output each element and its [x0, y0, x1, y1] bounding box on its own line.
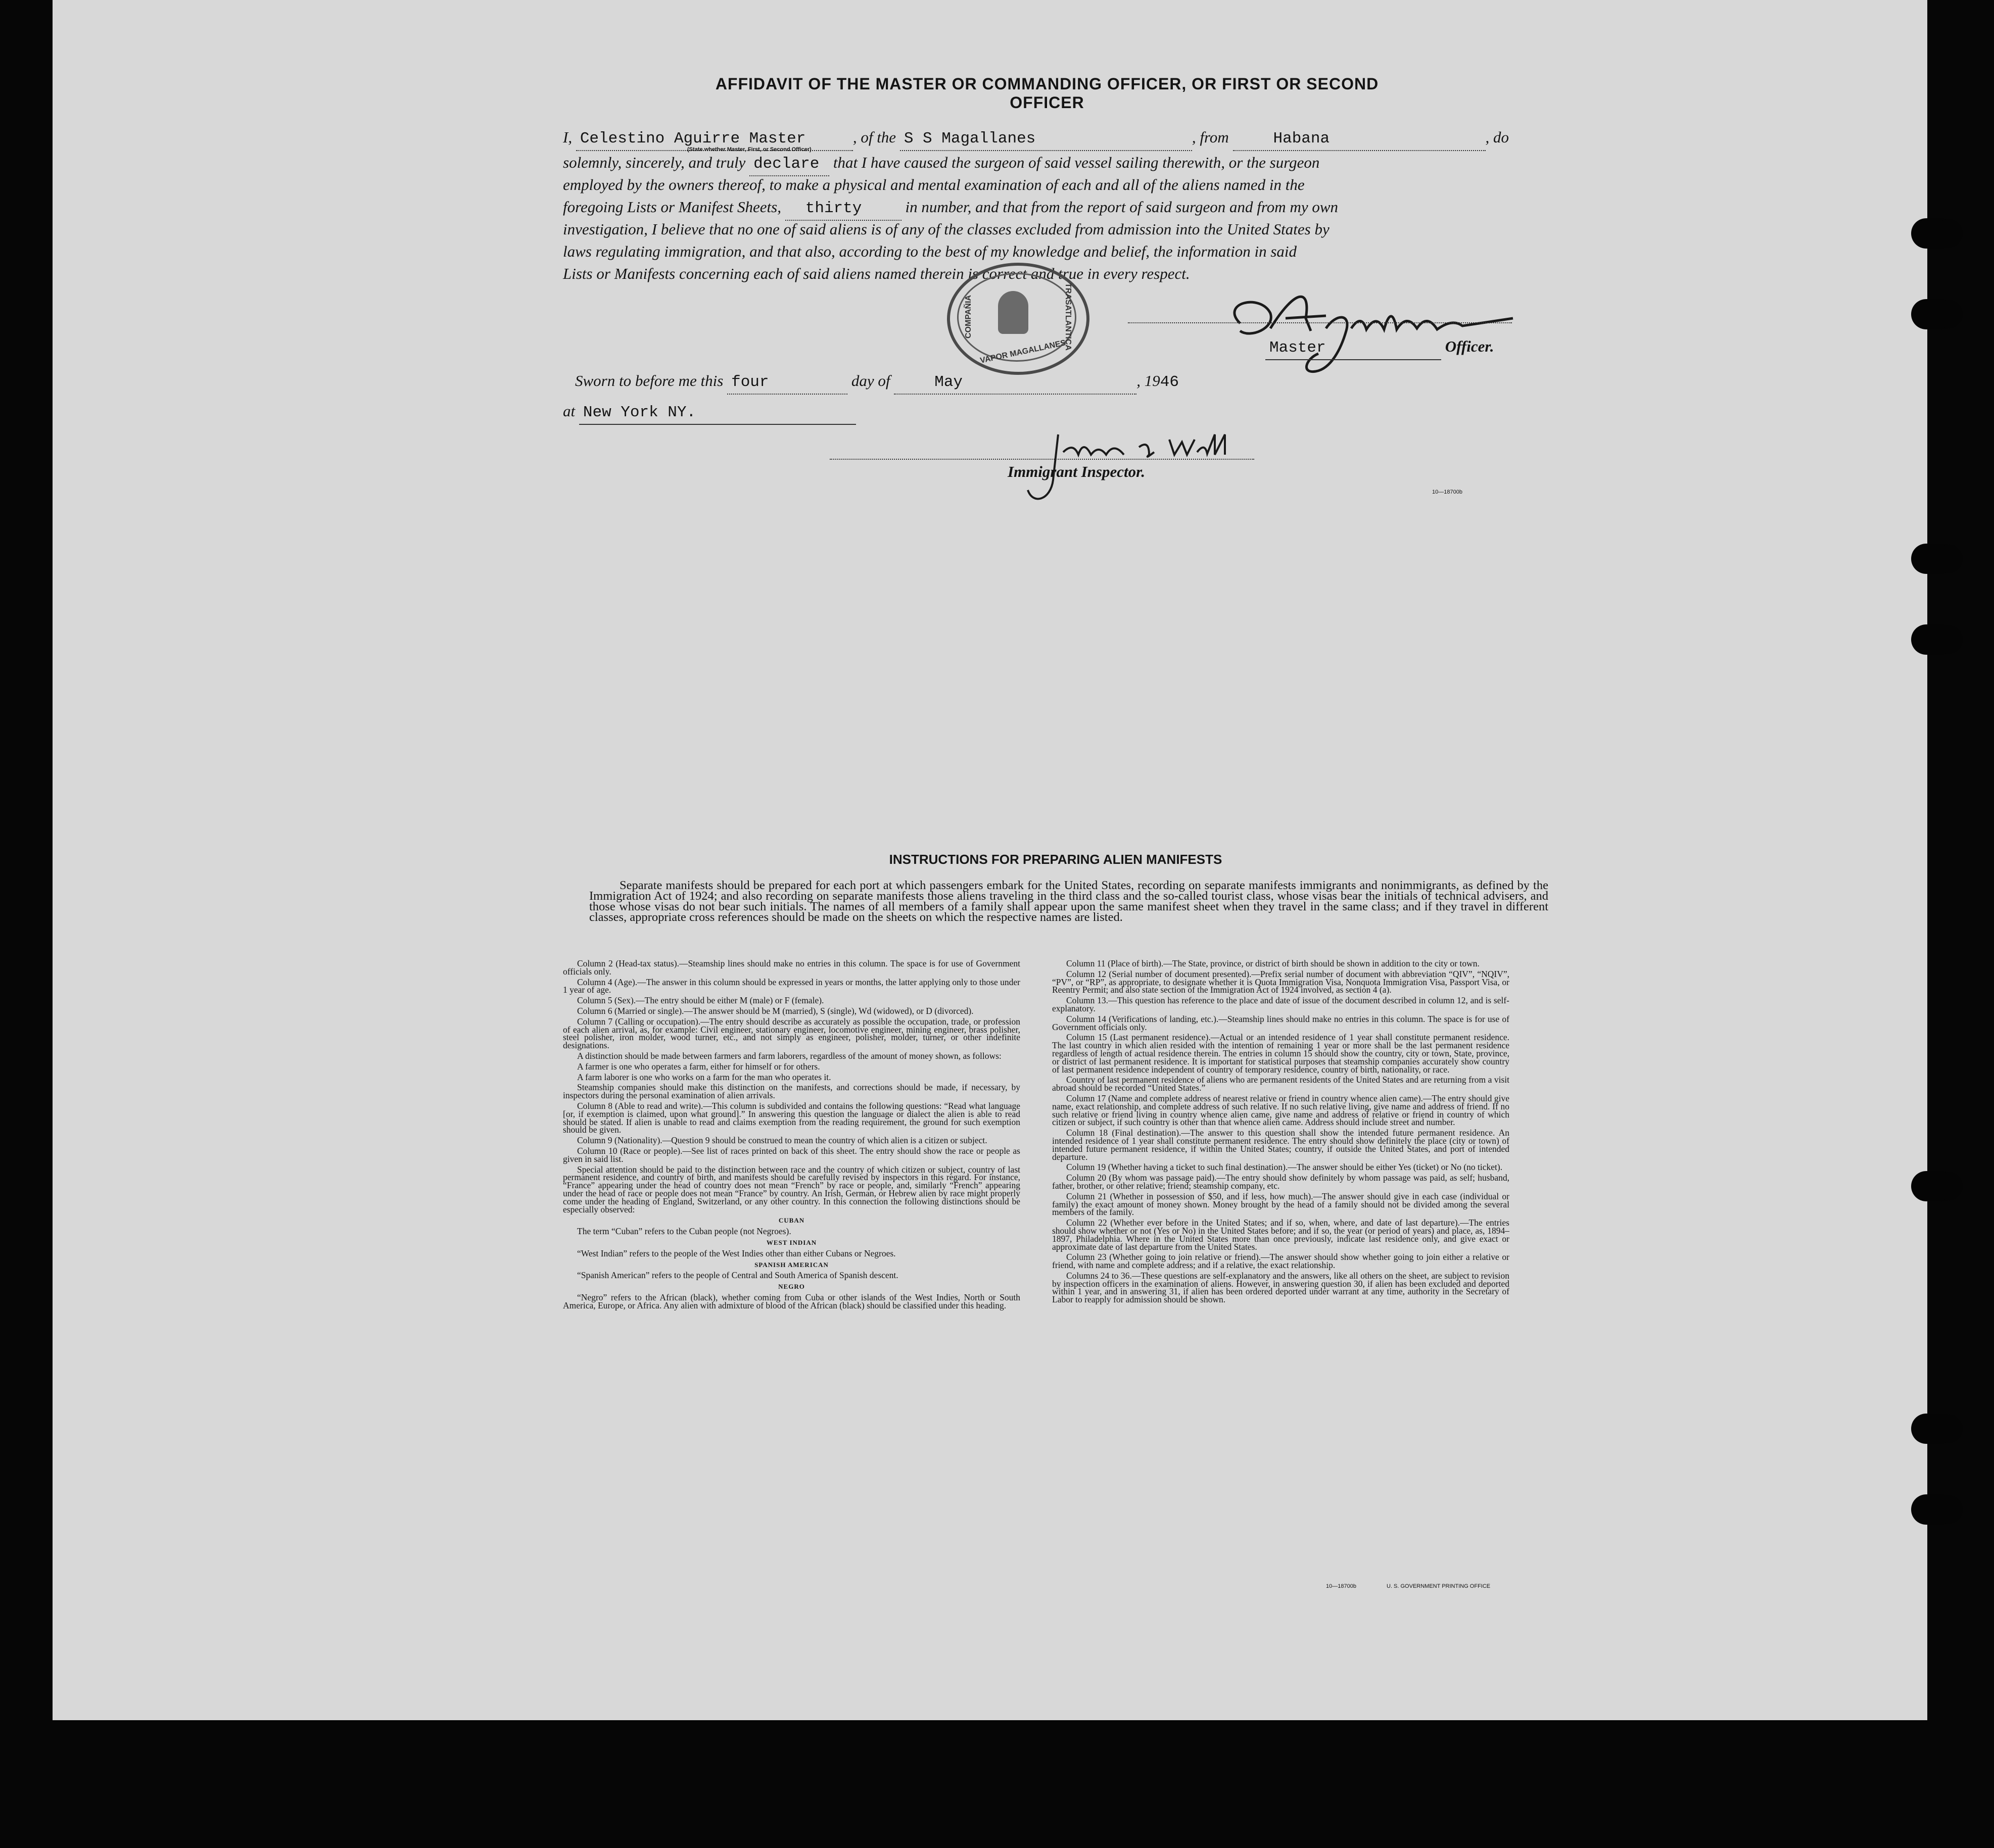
binder-hole [1911, 218, 1956, 249]
affidavit-line-2 [563, 152, 1548, 176]
instructions-left-column [563, 960, 1020, 1312]
affidavit-from: , from [1192, 128, 1229, 146]
officer-line [1265, 335, 1569, 360]
sworn-place-line [563, 400, 1548, 425]
binder-hole [1911, 1414, 1956, 1444]
instruction-paragraph: Column 23 (Whether going to join relative or friend).—The answer should show whether going to join either a relative or friend, with name and complete address; and if a relative, the exact relationship. [1052, 1252, 1509, 1271]
footer-printing-office: U. S. GOVERNMENT PRINTING OFFICE [1387, 1583, 1491, 1589]
affidavit-of-the: , of the [852, 128, 896, 146]
binder-hole [1911, 1171, 1956, 1201]
affidavit-title: AFFIDAVIT OF THE MASTER OR COMMANDING OFFICER, OR FIRST OR SECOND OFFICER [715, 75, 1379, 112]
instruction-paragraph: Column 19 (Whether having a ticket to such final destination).—The answer should be either Yes (ticket) or No (no ticket). [1066, 1162, 1503, 1173]
sworn-at: at [563, 402, 576, 420]
instruction-paragraph: Column 7 (Calling or occupation).—The entry should describe as accurately as possible the occupation, trade, or profession of each alien arrival, as, for example: Civil engineer, stationary engineer, locomotive engineer, mining engineer, brass polisher, steel polisher, iron molder, wood turner, etc., and not simply as engineer, polisher, molder, turner, or other indefinite designations. [563, 1016, 1020, 1051]
instructions-title: INSTRUCTIONS FOR PREPARING ALIEN MANIFESTS [889, 852, 1222, 867]
instruction-paragraph: Column 12 (Serial number of document presented).—Prefix serial number of document with abbreviation “QIV”, “NQIV”, “PV”, or “RP”, as appropriate, to designate whether it is Quota Immigration Visa, Nonquota Immigration Visa, Passport Visa, or Reentry Permit; and also state section of the Immigration Act of 1924 involved, as section 4 (a). [1052, 968, 1509, 995]
instruction-paragraph: Column 17 (Name and complete address of nearest relative or friend in country whence alien came).—The entry should give name, exact relationship, and complete address of such relative. If no such relative living, give name and address of friend. If no such relative or friend living in country whence alien came, give name and address of relative or friend in country of which citizen or subject, if such country is other than that whence alien came. Address should include street and number. [1052, 1093, 1509, 1128]
instructions-right-column [1052, 960, 1509, 1306]
instruction-paragraph: Special attention should be paid to the distinction between race and the country of which citizen or subject, country of last permanent residence, and country of birth, and manifests should be carefully revised by inspectors in this regard. For instance, “France” appearing under the head of country does not mean “French” by race or people, and, similarly “French” appearing under the head of race or people does not mean “France” by country. An Irish, German, or Hebrew alien by race might properly come under the heading of England, Switzerland, or any other country. In this connection the following distinctions should be especially observed: [563, 1164, 1020, 1214]
binder-hole [1911, 1494, 1956, 1525]
binder-hole [1911, 544, 1956, 574]
affidavit-line-5: investigation, I believe that no one of said aliens is of any of the classes excluded from admission into the United States by [563, 220, 1330, 238]
instruction-paragraph: Columns 24 to 36.—These questions are self-explanatory and the answers, like all others on the sheet, are subject to revision by inspection officers in the examination of aliens. However, in answering question 30, if alien has been excluded and deported within 1 year, and in answering 31, if alien has been ordered deported under warrant at any time, authority in the Secretary of Labor to reapply for admission should be shown. [1052, 1270, 1509, 1305]
officer-label: Officer. [1445, 337, 1494, 355]
instruction-paragraph: Column 14 (Verifications of landing, etc.).—Steamship lines should make no entries in this column. The space is for use of Government officials only. [1052, 1013, 1509, 1032]
instruction-paragraph: Column 18 (Final destination).—The answer to this question shall show the intended future permanent residence. An intended residence of 1 year shall constitute permanent residence. The entry should show definitely the place (city or town) of intended future permanent residence, if within the United States; country, if outside the United States, and port of intended departure. [1052, 1128, 1509, 1162]
instruction-paragraph: Steamship companies should make this distinction on the manifests, and corrections should be made, if necessary, by inspectors during the personal examination of alien arrivals. [563, 1082, 1020, 1101]
inspector-label: Immigrant Inspector. [1008, 463, 1146, 480]
instruction-paragraph: Column 11 (Place of birth).—The State, province, or district of birth should be shown in addition to the city or town. [1066, 958, 1480, 968]
spanish-american-heading: SPANISH AMERICAN [754, 1260, 829, 1269]
instruction-paragraph: Column 4 (Age).—The answer in this column should be expressed in years or months, the latter applying only to those under 1 year of age. [563, 977, 1020, 995]
affidavit-text: solemnly, sincerely, and truly [563, 154, 746, 171]
sworn-month-field: May [894, 371, 1136, 395]
master-signature-line [1128, 322, 1512, 323]
seal-text-bottom: VAPOR MAGALLANES [979, 338, 1067, 365]
sworn-day-of: day of [851, 372, 890, 390]
instruction-paragraph: A farmer is one who operates a farm, either for himself or for others. [577, 1061, 820, 1072]
seal-text-left: COMPAÑIA [964, 295, 973, 338]
instructions-intro: Separate manifests should be prepared for each port at which passengers embark for the United States, recording on separate manifests immigrants and nonimmigrants, as defined by the Immigration Act of 1924; and also recording on separate manifests those aliens traveling in the third class and the so-called tourist class, whose visas bear the initials of technical advisers, and those whose visas do not bear such initials. The names of all members of a family shall appear upon the same manifest sheet when they travel in the same class; and if they travel in different classes, appropriate cross references should be made on the sheets on which the respective names are listed. [589, 879, 1548, 924]
binder-hole [1911, 299, 1956, 329]
instruction-paragraph: “Spanish American” refers to the people of Central and South America of Spanish descent. [577, 1270, 898, 1281]
form-number: 10—18700b [1432, 489, 1462, 495]
affidavit-line-7: Lists or Manifests concerning each of said aliens named therein is correct and true in every respect. [563, 265, 1190, 282]
manifest-page [53, 0, 1927, 1720]
sworn-day-field: four [727, 371, 847, 395]
sworn-place-field: New York NY. [579, 402, 856, 425]
instruction-paragraph: Column 22 (Whether ever before in the United States; and if so, when, where, and date of last departure).—The entries should show whether or not (Yes or No) in the United States before; and if so, the year (or period of years) and place, as, 1894–1897, Philadelphia. Where in the United States more than once previously, indicate last residence only, and give exact or approximate date of last departure from the United States. [1052, 1218, 1509, 1252]
instruction-paragraph: Column 8 (Able to read and write).—This column is subdivided and contains the following questions: “Read what language [or, if exemption is claimed, upon what ground].” In answering this question the language or dialect the alien is able to read should be stated. If alien is unable to read and claims exemption from the reading requirement, the ground for such exemption should be given. [563, 1100, 1020, 1135]
instruction-paragraph: Column 10 (Race or people).—See list of races printed on back of this sheet. The entry should show the race or people as given in said list. [563, 1145, 1020, 1164]
sworn-line [575, 370, 1560, 395]
sworn-text: Sworn to before me this [575, 372, 724, 390]
inspector-signature-line [830, 459, 1254, 460]
instruction-paragraph: Column 13.—This question has reference to the place and date of issue of the document described in column 12, and is self-explanatory. [1052, 995, 1509, 1013]
affidavit-line-4 [563, 196, 1548, 221]
instruction-paragraph: A distinction should be made between farmers and farm laborers, regardless of the amount of money shown, as follows: [577, 1050, 1002, 1061]
footer-form-number: 10—18700b [1326, 1583, 1356, 1589]
seal-text-right: TRASATLANTICA [1063, 283, 1072, 351]
instruction-paragraph: Column 15 (Last permanent residence).—Actual or an intended residence of 1 year shall constitute permanent residence. The last country in which alien resided with the intention of remaining 1 year or more shall be the last permanent residence regardless of length of actual residence therein. The entries in column 15 should show the country, city or town, State, province, or district of last permanent residence. It is important for statistical purposes that steamship companies accurately show country of last permanent residence independent of country of temporary residence, country of birth, nationality, or race. [1052, 1032, 1509, 1075]
departure-port-field: Habana [1233, 128, 1486, 151]
affidavit-line-6: laws regulating immigration, and that also, according to the best of my knowledge and belief, the information in said [563, 242, 1297, 260]
instruction-paragraph: Column 20 (By whom was passage paid).—The entry should show definitely by whom passage was paid, as self; husband, father, brother, or other relative; friend; steamship company, etc. [1052, 1173, 1509, 1191]
instruction-paragraph: Column 5 (Sex).—The entry should be either M (male) or F (female). [577, 995, 824, 1006]
seal-emblem-icon [998, 291, 1028, 334]
instruction-paragraph: A farm laborer is one who works on a farm for the man who operates it. [577, 1072, 831, 1082]
company-seal-stamp [947, 263, 1089, 375]
sheet-count-field: thirty [785, 198, 901, 221]
declare-field: declare [749, 153, 829, 176]
cuban-heading: CUBAN [778, 1217, 805, 1225]
sworn-year-field: 46 [1160, 373, 1179, 391]
sworn-year-prefix: , 19 [1136, 372, 1160, 390]
officer-rank-field: Master [1265, 337, 1441, 360]
affidavit-text: in number, and that from the report of said surgeon and from my own [905, 198, 1339, 216]
instruction-paragraph: “Negro” refers to the African (black), whether coming from Cuba or other islands of the West Indies, North or South America, Europe, or Africa. Any alien with admixture of blood of the African (black) should be classified under this heading. [563, 1292, 1020, 1310]
instruction-paragraph: Column 6 (Married or single).—The answer should be M (married), S (single), Wd (widowed), or D (divorced). [577, 1005, 974, 1016]
affidavit-do: , do [1485, 128, 1509, 146]
binder-hole [1911, 624, 1956, 655]
instruction-paragraph: The term “Cuban” refers to the Cuban people (not Negroes). [577, 1226, 791, 1237]
master-signature [1210, 283, 1553, 379]
negro-heading: NEGRO [778, 1283, 805, 1291]
affidavit-text: that I have caused the surgeon of said vessel sailing therewith, or the surgeon [833, 154, 1320, 171]
rank-note: (State whether Master, First, or Second Officer) [687, 147, 812, 153]
instruction-paragraph: Country of last permanent residence of aliens who are permanent residents of the United States and are returning from a visit abroad should be recorded “United States.” [1052, 1075, 1509, 1093]
instruction-paragraph: Column 9 (Nationality).—Question 9 should be construed to mean the country of which alien is a citizen or subject. [577, 1135, 987, 1146]
vessel-field: S S Magallanes [900, 128, 1192, 151]
affidavit-line-3: employed by the owners thereof, to make a physical and mental examination of each and all of the aliens named in the [563, 176, 1305, 193]
affidavit-text: foregoing Lists or Manifest Sheets, [563, 198, 781, 216]
instruction-paragraph: Column 21 (Whether in possession of $50, and if less, how much).—The answer should give in each case (individual or family) the exact amount of money shown. Money brought by the head of a family should not be divided among the several members of the family. [1052, 1191, 1509, 1218]
instruction-paragraph: “West Indian” refers to the people of the West Indies other than either Cubans or Negroes. [577, 1248, 896, 1258]
instruction-paragraph: Column 2 (Head-tax status).—Steamship lines should make no entries in this column. The space is for use of Government officials only. [563, 958, 1020, 977]
west-indian-heading: WEST INDIAN [766, 1238, 817, 1246]
master-name-field: Celestino Aguirre Master [576, 128, 853, 151]
affidavit-i: I, [563, 128, 573, 146]
